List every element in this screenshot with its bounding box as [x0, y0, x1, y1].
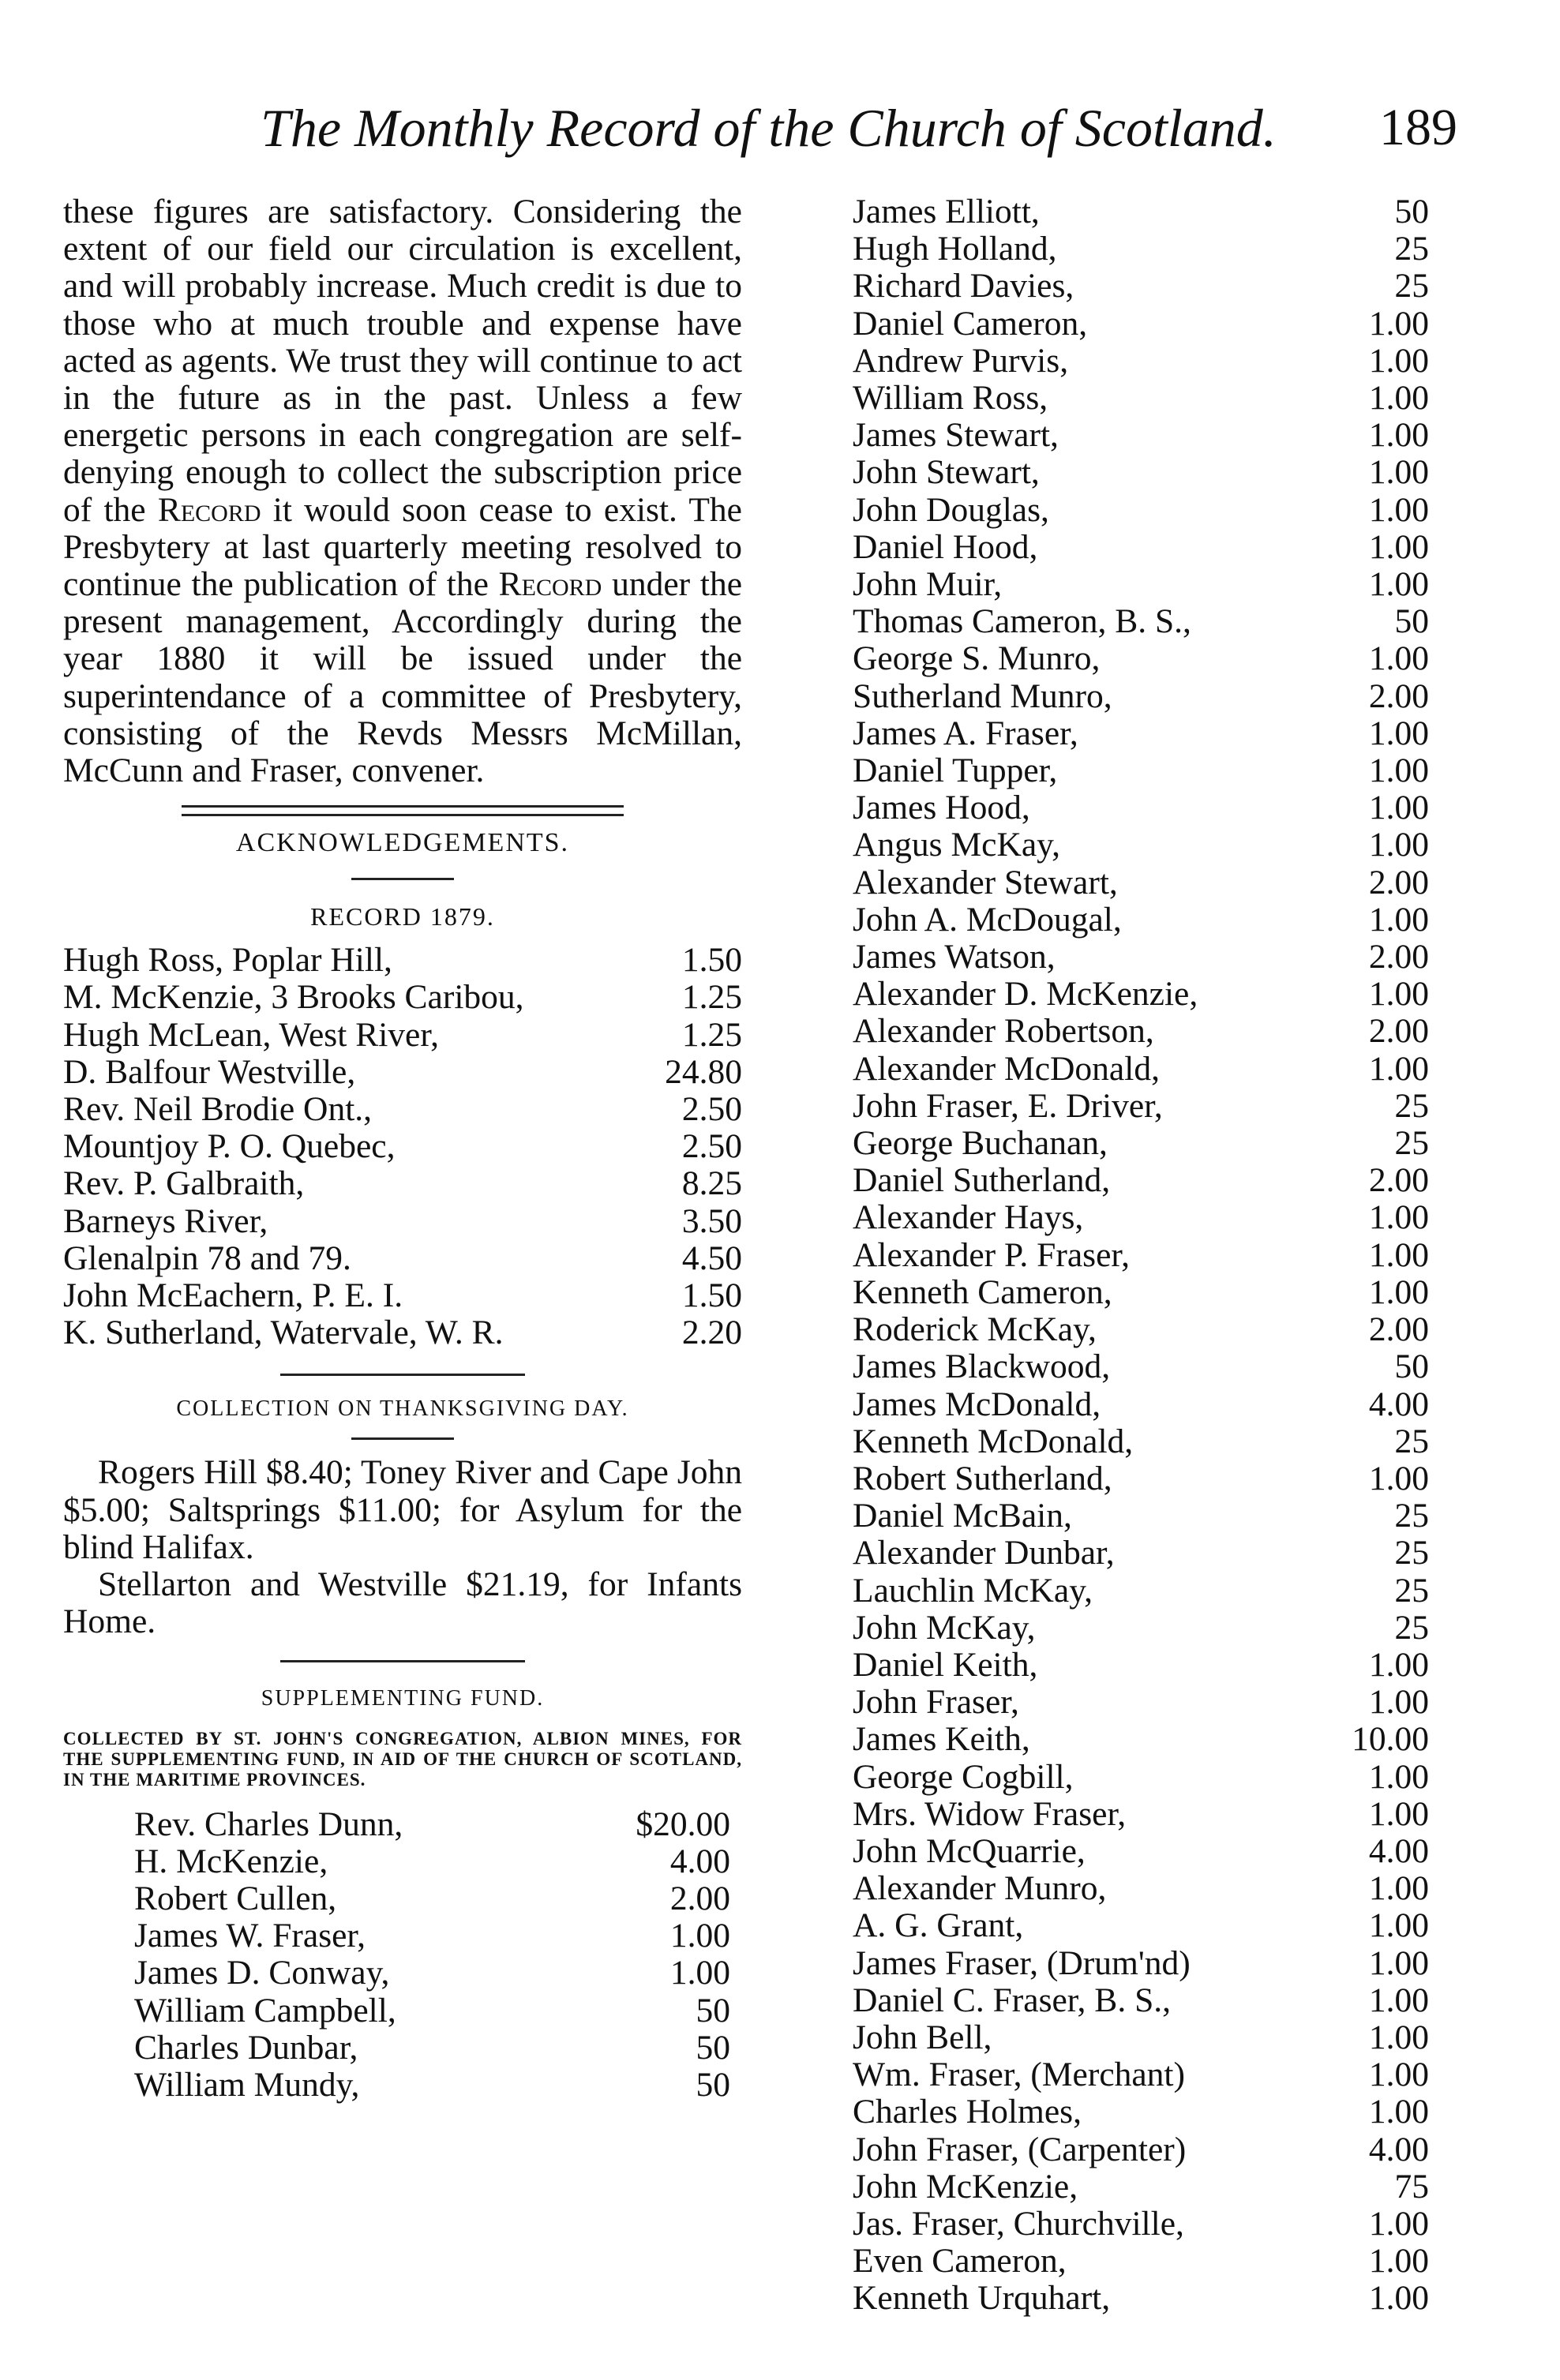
- list-item: D. Balfour Westville, 24.80: [63, 1052, 742, 1091]
- page-number: 189: [1379, 99, 1457, 156]
- list-item: Mrs. Widow Fraser, 1.00: [853, 1794, 1429, 1833]
- list-item: Daniel Tupper, 1.00: [853, 751, 1429, 790]
- list-item: Daniel McBain, 25: [853, 1497, 1429, 1535]
- list-item: Daniel Hood, 1.00: [853, 527, 1429, 566]
- left-column: [63, 193, 742, 2104]
- supplementing-heading: SUPPLEMENTING FUND.: [261, 1685, 545, 1711]
- short-rule: [351, 1437, 454, 1440]
- list-item: Hugh Holland, 25: [853, 230, 1429, 268]
- intro-paragraph: [63, 193, 742, 789]
- thanksgiving-heading: COLLECTION ON THANKSGIVING DAY.: [176, 1396, 629, 1422]
- acknowledgements-heading: ACKNOWLEDGEMENTS.: [235, 828, 570, 858]
- list-item: Alexander P. Fraser, 1.00: [853, 1235, 1429, 1274]
- list-item: James Stewart, 1.00: [853, 416, 1429, 455]
- list-item: George Cogbill, 1.00: [853, 1757, 1429, 1796]
- list-item: Kenneth McDonald, 25: [853, 1422, 1429, 1460]
- list-item: H. McKenzie, 4.00: [134, 1842, 730, 1880]
- list-item: Sutherland Munro, 2.00: [853, 677, 1429, 715]
- list-item: George S. Munro, 1.00: [853, 639, 1429, 678]
- record-word: Record: [157, 490, 261, 529]
- list-item: Roderick McKay, 2.00: [853, 1310, 1429, 1349]
- record-1879-heading: RECORD 1879.: [310, 902, 495, 931]
- intro-text-3: under the present management, Accordingly during the year 1880 it will be issued under the superintendance of a committee of Presbytery, consisting of the Revds Messrs McMillan, McCunn and Fraser, convener.: [63, 565, 743, 790]
- supplementing-subheading: COLLECTED BY ST. JOHN'S CONGREGATION, ALBION MINES, FOR THE SUPPLEMENTING FUND, IN AID OF THE CHURCH OF SCOTLAND, IN THE MARITIME PROVINCES.: [63, 1728, 742, 1790]
- list-item: John Douglas, 1.00: [853, 490, 1429, 529]
- list-item: A. G. Grant, 1.00: [853, 1906, 1429, 1945]
- intro-text-2: it would soon cease to exist. The Presbytery at last quarterly meeting resolved to continue the publication of the: [63, 490, 742, 604]
- list-item: K. Sutherland, Watervale, W. R. 2.20: [63, 1314, 742, 1352]
- list-item: Charles Dunbar, 50: [134, 2028, 730, 2067]
- list-item: Robert Cullen, 2.00: [134, 1879, 730, 1917]
- list-item: Richard Davies, 25: [853, 267, 1429, 305]
- list-item: Even Cameron, 1.00: [853, 2242, 1429, 2281]
- list-item: James D. Conway, 1.00: [134, 1954, 730, 1992]
- list-item: William Mundy, 50: [134, 2065, 730, 2104]
- list-item: William Ross, 1.00: [853, 379, 1429, 418]
- list-item: John A. McDougal, 1.00: [853, 900, 1429, 939]
- list-item: James McDonald, 4.00: [853, 1385, 1429, 1423]
- list-item: George Buchanan, 25: [853, 1124, 1429, 1163]
- list-item: Charles Holmes, 1.00: [853, 2093, 1429, 2131]
- list-item: Barneys River, 3.50: [63, 1201, 742, 1240]
- list-item: Rev. P. Galbraith, 8.25: [63, 1164, 742, 1203]
- list-item: Daniel C. Fraser, B. S., 1.00: [853, 1981, 1429, 2019]
- thanksgiving-paragraph-1: Rogers Hill $8.40; Toney River and Cape John $5.00; Saltsprings $11.00; for Asylum for the blind Halifax.: [63, 1453, 742, 1566]
- list-item: Alexander McDonald, 1.00: [853, 1049, 1429, 1088]
- list-item: Mountjoy P. O. Quebec, 2.50: [63, 1127, 742, 1166]
- list-item: John Fraser, (Carpenter) 4.00: [853, 2130, 1429, 2168]
- list-item: James Keith, 10.00: [853, 1720, 1429, 1759]
- list-item: John Fraser, 1.00: [853, 1683, 1429, 1722]
- list-item: Kenneth Cameron, 1.00: [853, 1272, 1429, 1311]
- list-item: John Stewart, 1.00: [853, 453, 1429, 492]
- list-item: Daniel Sutherland, 2.00: [853, 1161, 1429, 1200]
- list-item: James Blackwood, 50: [853, 1347, 1429, 1386]
- list-item: Hugh Ross, Poplar Hill, 1.50: [63, 941, 742, 980]
- list-item: Thomas Cameron, B. S., 50: [853, 602, 1429, 641]
- acknowledgements-list: [63, 942, 742, 1351]
- double-rule-divider: [182, 805, 624, 816]
- list-item: Alexander Robertson, 2.00: [853, 1012, 1429, 1051]
- list-item: James Elliott, 50: [853, 193, 1429, 231]
- list-item: Rev. Charles Dunn, $20.00: [134, 1805, 730, 1843]
- intro-text-1: these figures are satisfactory. Considering the extent of our field our circulation is excellent, and will probably increase. Much credit is due to those who at much trouble and expense have acted as agents. We trust they will continue to act in the future as in the past. Unless a few energetic persons in each congregation are self-denying enough to collect the subscription price of the: [63, 193, 742, 529]
- section-rule: [280, 1660, 525, 1662]
- list-item: John Muir, 1.00: [853, 565, 1429, 604]
- list-item: James Fraser, (Drum'nd) 1.00: [853, 1943, 1429, 1982]
- list-item: James A. Fraser, 1.00: [853, 714, 1429, 752]
- list-item: John McKay, 25: [853, 1608, 1429, 1647]
- list-item: John McKenzie, 75: [853, 2167, 1429, 2206]
- list-item: Angus McKay, 1.00: [853, 826, 1429, 864]
- list-item: Daniel Cameron, 1.00: [853, 304, 1429, 343]
- list-item: Alexander D. McKenzie, 1.00: [853, 975, 1429, 1014]
- journal-title: The Monthly Record of the Church of Scotland.: [261, 98, 1277, 158]
- list-item: Alexander Dunbar, 25: [853, 1534, 1429, 1572]
- list-item: Daniel Keith, 1.00: [853, 1645, 1429, 1684]
- list-item: Robert Sutherland, 1.00: [853, 1459, 1429, 1497]
- record-word-2: Record: [498, 565, 602, 604]
- list-item: John Bell, 1.00: [853, 2018, 1429, 2056]
- running-header: [0, 96, 1560, 159]
- right-column: [853, 193, 1429, 2318]
- list-item: Alexander Hays, 1.00: [853, 1198, 1429, 1237]
- list-item: James Hood, 1.00: [853, 789, 1429, 827]
- list-item: Lauchlin McKay, 25: [853, 1571, 1429, 1610]
- list-item: John Fraser, E. Driver, 25: [853, 1086, 1429, 1125]
- list-item: Alexander Stewart, 2.00: [853, 863, 1429, 901]
- list-item: Hugh McLean, West River, 1.25: [63, 1015, 742, 1054]
- supplementing-list: [134, 1806, 730, 2105]
- short-rule: [351, 878, 454, 880]
- thanksgiving-paragraph-2: Stellarton and Westville $21.19, for Infants Home.: [63, 1565, 742, 1641]
- list-item: Glenalpin 78 and 79. 4.50: [63, 1239, 742, 1277]
- list-item: James W. Fraser, 1.00: [134, 1917, 730, 1955]
- list-item: John McQuarrie, 4.00: [853, 1831, 1429, 1870]
- list-item: Jas. Fraser, Churchville, 1.00: [853, 2204, 1429, 2243]
- list-item: James Watson, 2.00: [853, 938, 1429, 976]
- list-item: Rev. Neil Brodie Ont., 2.50: [63, 1090, 742, 1129]
- list-item: Wm. Fraser, (Merchant) 1.00: [853, 2056, 1429, 2094]
- list-item: Andrew Purvis, 1.00: [853, 341, 1429, 380]
- section-rule: [280, 1374, 525, 1376]
- list-item: Alexander Munro, 1.00: [853, 1869, 1429, 1908]
- list-item: John McEachern, P. E. I. 1.50: [63, 1276, 742, 1315]
- list-item: M. McKenzie, 3 Brooks Caribou, 1.25: [63, 978, 742, 1017]
- list-item: Kenneth Urquhart, 1.00: [853, 2279, 1429, 2318]
- list-item: William Campbell, 50: [134, 1991, 730, 2030]
